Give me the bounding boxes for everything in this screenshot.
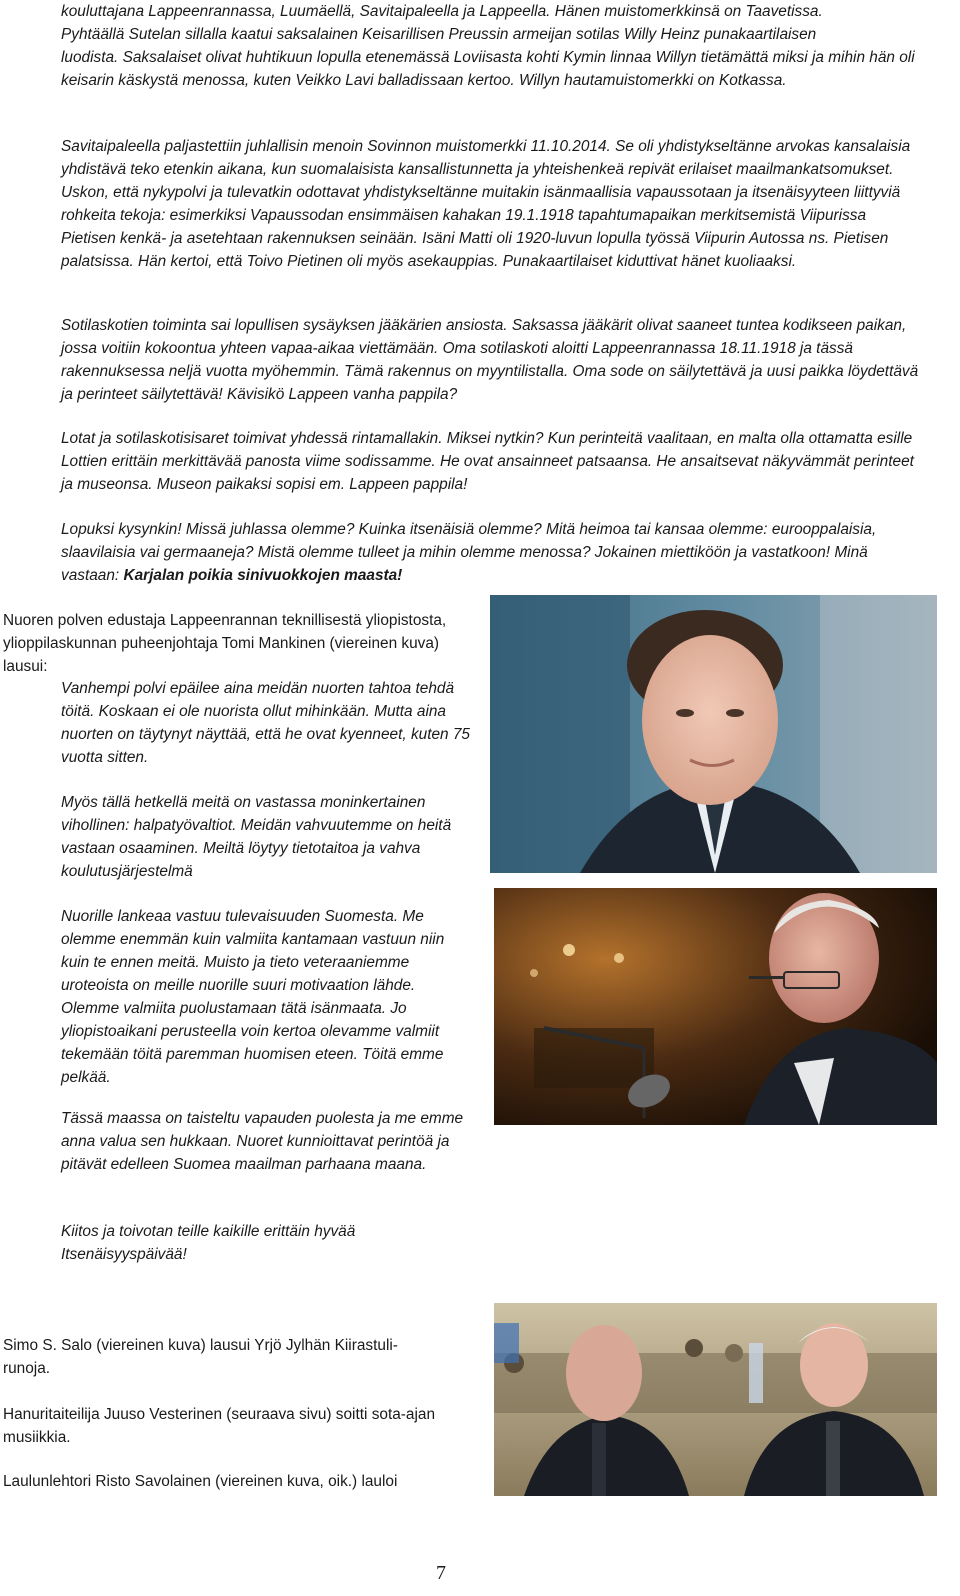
speech-quote-2: Myös tällä hetkellä meitä on vastassa moninkertainen vihollinen: halpatyövaltiot. Meidän vahvuutemme on heitä vastaan osaaminen. Meiltä löytyy tietotaitoa ja vahva koulutusjärjestelmä	[61, 794, 452, 880]
speech-quote-3: Nuorille lankeaa vastuu tulevaisuuden Suomesta. Me olemme enemmän kuin valmiita kantamaan vastuun niin kuin te ennen meitä. Muisto ja tieto veteraaniemme uroteoista on meille nuorille suuri motivaation lähde. Olemme valmiita puolustamaan tätä isänmaata. Jo yliopistoaikani perusteella voin kertoa olevamme valmiit tekemään töitä paremman huomisen eteen. Töitä emme pelkää.	[61, 908, 445, 1086]
speech-quote-4: Tässä maassa on taisteltu vapauden puolesta ja me emme anna valua sen hukkaan. Nuoret kunnioittavat perintöä ja pitävät edelleen Suomea maailman parhaana maana.	[61, 1110, 464, 1173]
lopuksi-text: Lopuksi kysynkin! Missä juhlassa olemme? Kuinka itsenäisiä olemme? Mitä heimoa tai kansaa olemme: eurooppalaisia, slaavilaisia vai germaaneja? Mistä olemme tulleet ja mihin olemme menossa? Jokainen miettiköön ja vastatkoon! Minä vastaan:	[61, 521, 877, 584]
photo-simo-salo-risto-savolainen	[494, 1303, 937, 1496]
sotilaskoti-paragraph	[61, 314, 921, 406]
lopuksi-paragraph	[61, 518, 921, 587]
opening-rest: Saksalaiset olivat huhtikuun lopulla etenemässä Loviisasta kohti Kymin linnaa Willyn tietämättä miksi ja mihin hän oli keisarin käskystä menossa, kuten Veikko Lavi balladissaan kertoo. Willyn hautamuistomerkki on Kotkassa.	[61, 49, 915, 89]
sotilaskoti-text: Sotilaskotien toiminta sai lopullisen sysäyksen jääkärien ansiosta. Saksassa jääkärit olivat saaneet tuntea kodikseen paikan, jossa voitiin kokoontua yhteen vapaa-aikaa viettämään. Oma sotilaskoti aloitti Lappeenrannassa 18.11.1918 ja tässä rakennuksessa neljä vuotta myöhemmin. Tämä rakennus on myyntilistalla. Oma sode on säilytettävä ja uusi paikka löydettävä ja perinteet säilytettävä! Kävisikö Lappeen vanha pappila?	[61, 317, 919, 403]
opening-paragraph	[61, 0, 921, 92]
opening-line-1: kouluttajana Lappeenrannassa, Luumäellä, Savitaipaleella ja Lappeella. Hänen muistomerkkinsä on Taavetissa.	[61, 3, 823, 20]
page-number: 7	[436, 1562, 446, 1584]
speaker-intro-text: Nuoren polven edustaja Lappeenrannan teknillisestä yliopistosta, ylioppilaskunnan puheenjohtaja Tomi Mankinen (viereinen kuva) lausui:	[3, 612, 447, 675]
caption-simo-salo: Simo S. Salo (viereinen kuva) lausui Yrjö Jylhän Kiirastuli-runoja.	[3, 1337, 398, 1377]
lotat-text: Lotat ja sotilaskotisisaret toimivat yhdessä rintamallakin. Miksei nytkin? Kun perinteitä vaalitaan, en malta olla ottamatta esille Lottien erittäin merkittävää panosta viime sodissamme. He ovat ansainneet patsaansa. He ansaitsevat näkyvämmät perinteet ja museonsa. Museon paikaksi sopisi em. Lappeen pappila!	[61, 430, 914, 493]
sovinto-text: Savitaipaleella paljastettiin juhlallisin menoin Sovinnon muistomerkki 11.10.2014. Se oli yhdistykseltänne arvokas kansalaisia yhdistävä teko etenkin aikana, kun suomalaisista kansallistunnetta ja yhteishenkeä repivät erilaiset maailmankatsomukset. Uskon, että nykypolvi ja tulevatkin odottavat yhdistykseltänne muitakin isänmaallisia vapaussotaan ja itsenäisyyteen liittyviä rohkeita tekoja: esimerkiksi Vapaussodan ensimmäisen kahakan 19.1.1918 tapahtumapaikan merkitsemistä Viipurissa Pietisen kenkä- ja asetehtaan rakennuksen seinään. Isäni Matti oli 1920-luvun lopulla työssä Viipurin Autossa ns. Pietisen palatsissa. Hän kertoi, että Toivo Pietinen oli myös asekauppias. Punakaartilaiset kiduttivat hänet kuoliaaksi.	[61, 138, 911, 270]
photo-speaker-microphone	[494, 888, 937, 1125]
caption-juuso-vesterinen: Hanuritaiteilija Juuso Vesterinen (seuraava sivu) soitti sota-ajan musiikkia.	[3, 1406, 436, 1446]
lotat-paragraph	[61, 427, 921, 496]
speech-quote-5: Kiitos ja toivotan teille kaikille erittäin hyvää Itsenäisyyspäivää!	[61, 1223, 356, 1263]
caption-risto-savolainen: Laulunlehtori Risto Savolainen (viereinen kuva, oik.) lauloi	[3, 1473, 398, 1490]
lopuksi-bold-answer: Karjalan poikia sinivuokkojen maasta!	[123, 567, 403, 584]
speaker-intro	[3, 609, 468, 678]
sovinto-paragraph	[61, 135, 921, 273]
photo-tomi-mankinen	[490, 595, 937, 873]
opening-line-2: Pyhtäällä Sutelan sillalla kaatui saksalainen Keisarillisen Preussin armeijan sotilas Willy Heinz punakaartilaisen	[61, 26, 817, 43]
opening-line-3: luodista.	[61, 49, 119, 66]
speech-quote-1: Vanhempi polvi epäilee aina meidän nuorten tahtoa tehdä töitä. Koskaan ei ole nuorista ollut mihinkään. Mutta aina nuorten on täytynyt näyttää, että he ovat kyenneet, kuten 75 vuotta sitten.	[61, 680, 470, 766]
